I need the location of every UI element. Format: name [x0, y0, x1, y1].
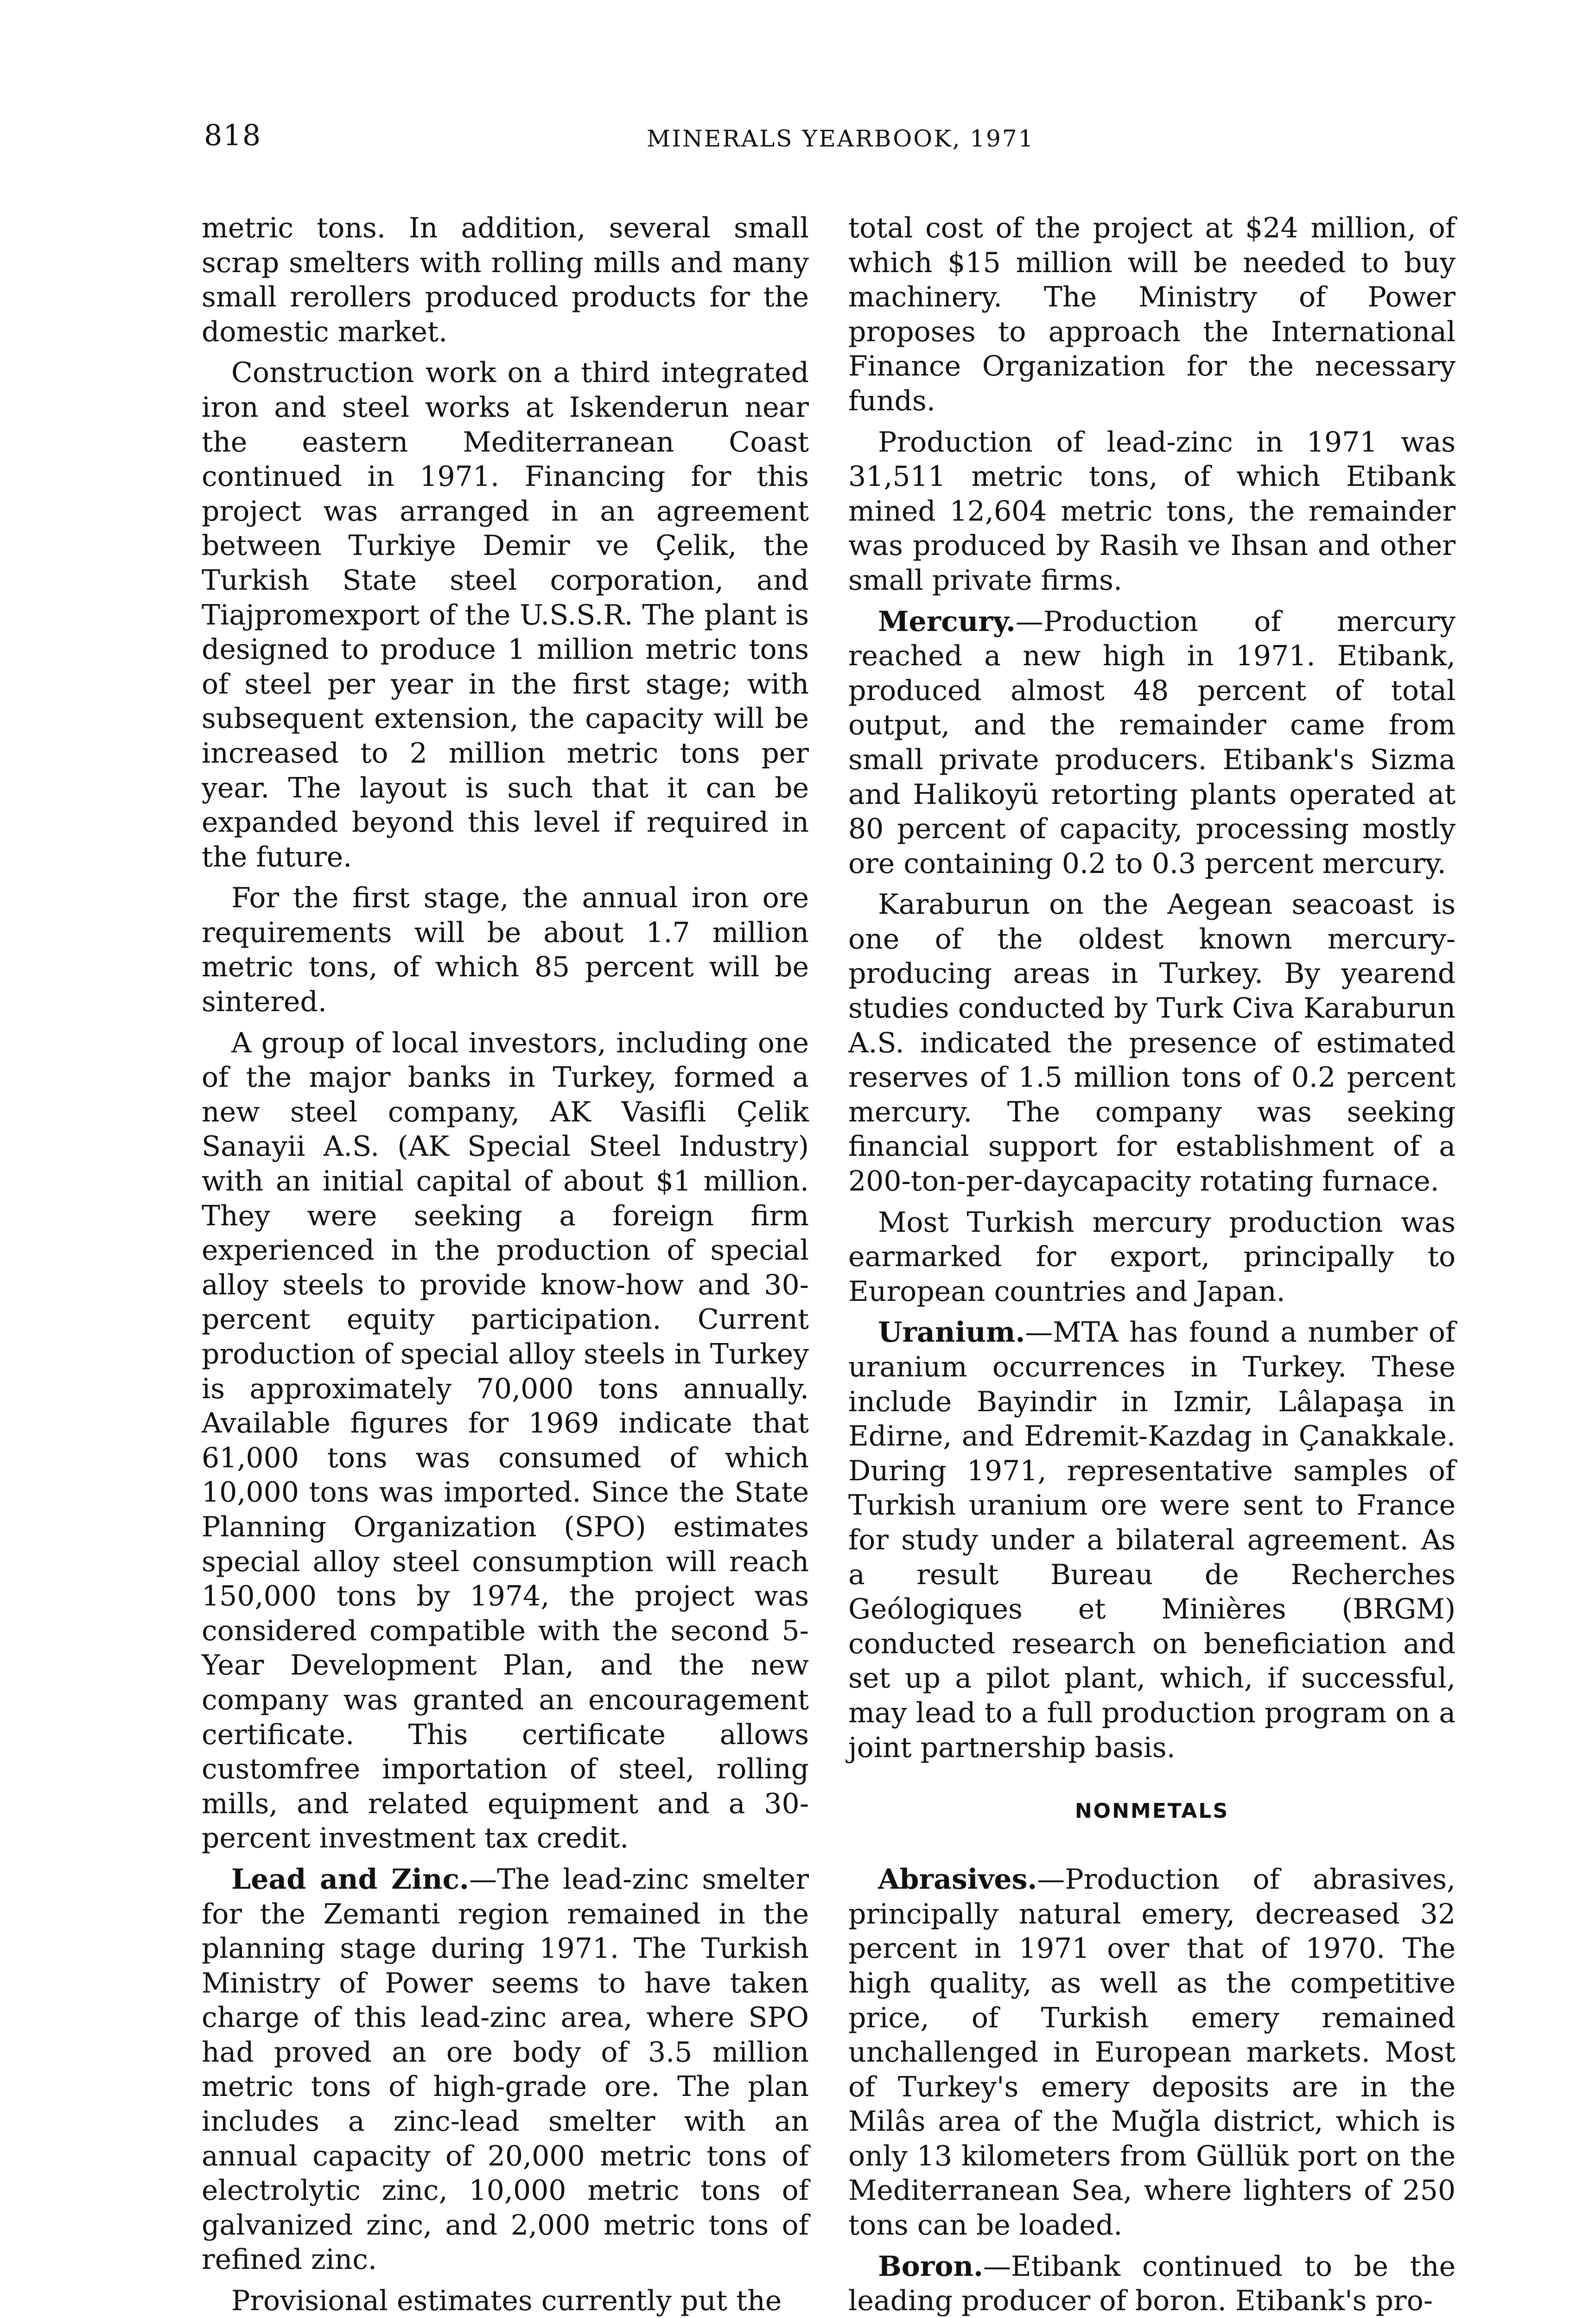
paragraph: [848, 1315, 1456, 1765]
paragraph: A group of local investors, including one of the major banks in Turkey, formed a new steel company, AK Vasifli Çelik Sanayii A.S. (AK Special Steel Industry) with an initial capital of about $1 million. They were seeking a foreign firm experienced in the production of special alloy steels to provide know-how and 30-percent equity participation. Current production of special alloy steels in Turkey is approximately 70,000 tons annually. Available figures for 1969 indicate that 61,000 tons was consumed of which 10,000 tons was imported. Since the State Planning Organization (SPO) estimates special alloy steel consumption will reach 150,000 tons by 1974, the project was considered compatible with the second 5-Year Development Plan, and the new company was granted an encouragement certificate. This certificate allows customfree importation of steel, rolling mills, and related equipment and a 30-percent investment tax credit.: [202, 1026, 809, 1855]
paragraph: metric tons. In addition, several small scrap smelters with rolling mills and many small rerollers produced products for the domestic market.: [202, 212, 809, 348]
paragraph: Karaburun on the Aegean seacoast is one of the oldest known mercury-producing areas in Turkey. By yearend studies conducted by Turk Civa Karaburun A.S. indicated the presence of estimated reserves of 1.5 million tons of 0.2 percent mercury. The company was seeking financial support for establishment of a 200-ton-per-daycapacity rotating furnace.: [848, 888, 1456, 1198]
paragraph-text: —MTA has found a number of uranium occurrences in Turkey. These include Bayindir in Izmir, Lâlapaşa in Edirne, and Edremit-Kazdag in Çanakkale. During 1971, representative samples of Turkish uranium ore were sent to France for study under a bilateral agreement. As a result Bureau de Recherches Geólogiques et Minières (BRGM) conducted research on beneficiation and set up a pilot plant, which, if successful, may lead to a full production program on a joint partnership basis.: [848, 1316, 1456, 1764]
paragraph: For the first stage, the annual iron ore requirements will be about 1.7 million metric tons, of which 85 percent will be sintered.: [202, 882, 809, 1019]
paragraph-text: —Production of mercury reached a new high in 1971. Etibank, produced almost 48 percent of total output, and the remainder came from small private producers. Etibank's Sizma and Halikoyü retorting plants operated at 80 percent of capacity, processing mostly ore containing 0.2 to 0.3 percent mercury.: [848, 605, 1456, 880]
paragraph: total cost of the project at $24 million, of which $15 million will be needed to buy machinery. The Ministry of Power proposes to approach the International Finance Organization for the necessary funds.: [848, 212, 1456, 417]
paragraph: [202, 1862, 809, 2277]
run-in-heading: Lead and Zinc.: [231, 1863, 469, 1896]
section-heading: NONMETALS: [1075, 1799, 1229, 1823]
right-column: [848, 211, 1456, 2318]
run-in-heading: Abrasives.: [878, 1863, 1037, 1896]
paragraph: Most Turkish mercury production was earmarked for export, principally to European countries and Japan.: [848, 1206, 1456, 1308]
paragraph: [848, 1862, 1456, 2243]
paragraph: Construction work on a third integrated iron and steel works at Iskenderun near the eastern Mediterranean Coast continued in 1971. Financing for this project was arranged in an agreement between Turkiye Demir ve Çelik, the Turkish State steel corporation, and Tiajpromexport of the U.S.S.R. The plant is designed to produce 1 million metric tons of steel per year in the first stage; with subsequent extension, the capacity will be increased to 2 million metric tons per year. The layout is such that it can be expanded beyond this level if required in the future.: [202, 357, 809, 873]
paragraph-text: —The lead-zinc smelter for the Zemanti region remained in the planning stage during 1971. The Turkish Ministry of Power seems to have taken charge of this lead-zinc area, where SPO had proved an ore body of 3.5 million metric tons of high-grade ore. The plan includes a zinc-lead smelter with an annual capacity of 20,000 metric tons of electrolytic zinc, 10,000 metric tons of galvanized zinc, and 2,000 metric tons of refined zinc.: [202, 1863, 809, 2276]
run-in-heading: Boron.: [878, 2250, 983, 2283]
paragraph-text: —Production of abrasives, principally natural emery, decreased 32 percent in 1971 over that of 1970. The high quality, as well as the competitive price, of Turkish emery remained unchallenged in European markets. Most of Turkey's emery deposits are in the Milâs area of the Muğla district, which is only 13 kilometers from Güllük port on the Mediterranean Sea, where lighters of 250 tons can be loaded.: [848, 1863, 1456, 2242]
paragraph: [848, 2249, 1456, 2318]
paragraph: [848, 605, 1456, 881]
run-in-heading: Uranium.: [878, 1316, 1025, 1349]
page-number: 818: [204, 118, 262, 152]
left-column: [202, 211, 809, 2318]
paragraph: Provisional estimates currently put the: [231, 2285, 782, 2318]
running-head: MINERALS YEARBOOK, 1971: [647, 125, 1035, 152]
run-in-heading: Mercury.: [878, 605, 1016, 638]
paragraph-text: —Etibank continued to be the leading producer of boron. Etibank's pro-: [848, 2250, 1456, 2318]
paragraph: Production of lead-zinc in 1971 was 31,511 metric tons, of which Etibank mined 12,604 metric tons, the remainder was produced by Rasih ve Ihsan and other small private firms.: [848, 426, 1456, 597]
